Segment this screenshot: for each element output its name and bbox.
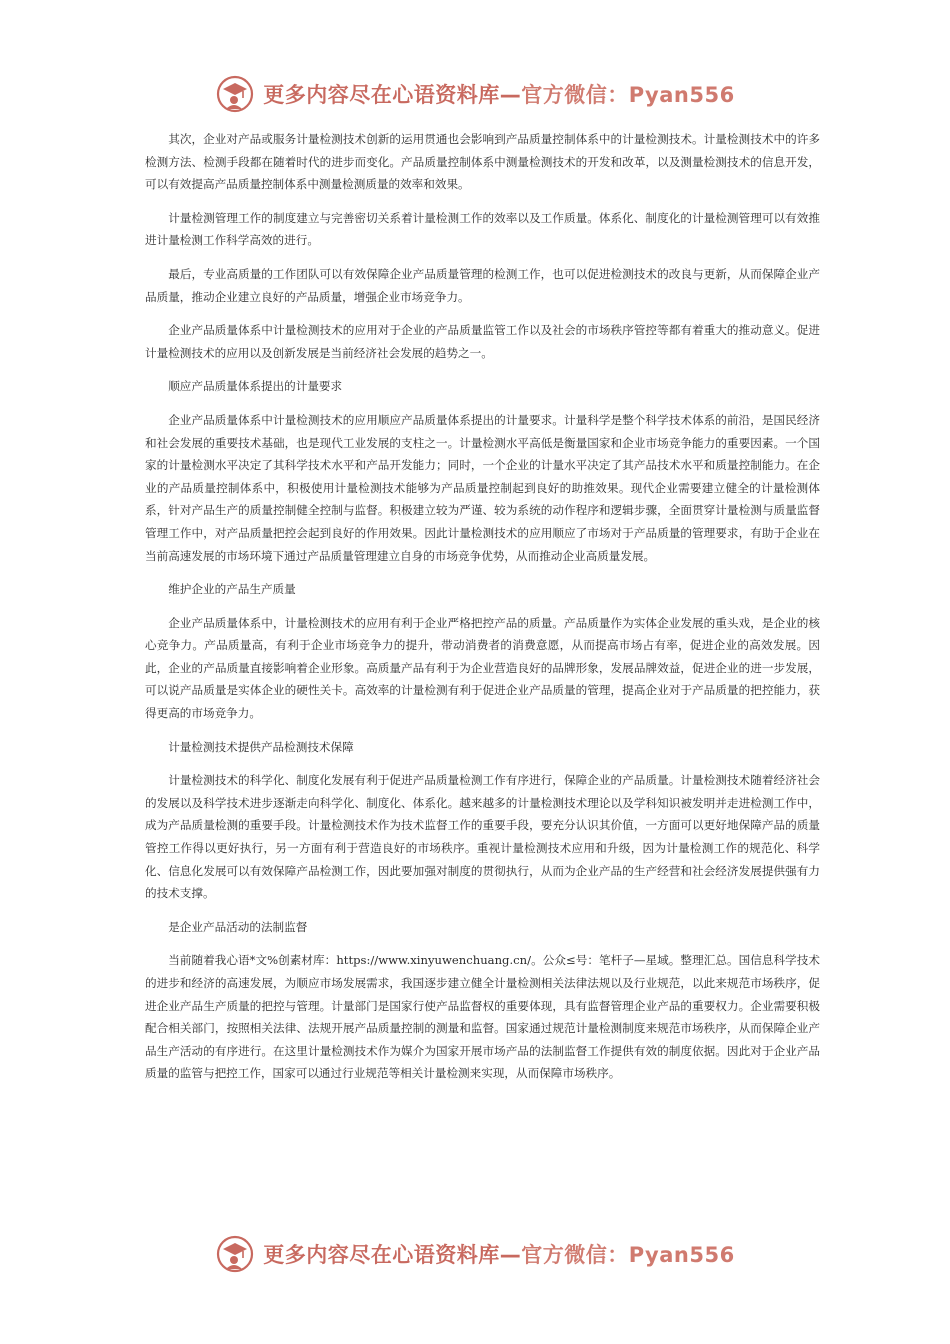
banner-text [263,79,734,109]
banner-wechat-id: Pyan556 [628,1243,735,1267]
header-banner [0,72,950,116]
banner-separator: — [499,1243,522,1267]
paragraph: 企业产品质量体系中计量检测技术的应用对于企业的产品质量监管工作以及社会的市场秩序管控等都有着重大的推动意义。促进计量检测技术的应用以及创新发展是当前经济社会发展的趋势之一。 [145,323,820,360]
banner-wechat-label: 官方微信： [521,1243,629,1267]
paragraph: 企业产品质量体系中，计量检测技术的应用有利于企业严格把控产品的质量。产品质量作为实体企业发展的重头戏，是企业的核心竞争力。产品质量高，有利于企业市场竞争力的提升，带动消费者的消费意愿，从而提高市场占有率，促进企业的高效发展。因此，企业的产品质量直接影响着企业形象。高质量产品有利于为企业营造良好的品牌形象，发展品牌效益，促进企业的进一步发展，可以说产品质量是实体企业的硬性关卡。高效率的计量检测有利于促进企业产品质量的管理，提高企业对于产品质量的把控能力，获得更高的市场竞争力。 [145,615,820,721]
section-heading: 顺应产品质量体系提出的计量要求 [168,379,343,394]
mortarboard-person-logo [215,1234,255,1274]
section-heading: 维护企业的产品生产质量 [168,582,296,597]
mortarboard-person-logo [215,74,255,114]
paragraph: 计量检测技术的科学化、制度化发展有利于促进产品质量检测工作有序进行，保障企业的产品质量。计量检测技术随着经济社会的发展以及科学技术进步逐渐走向科学化、制度化、体系化。越来越多的计量检测技术理论以及学科知识被发明并走进检测工作中，成为产品质量检测的重要手段。计量检测技术作为技术监督工作的重要手段，要充分认识其价值，一方面可以更好地保障产品的质量管控工作得以更好执行，另一方面有利于营造良好的市场秩序。重视计量检测技术应用和升级，因为计量检测工作的规范化、科学化、信息化发展可以有效保障产品检测工作，因此要加强对制度的贯彻执行，从而为企业产品的生产经营和社会经济发展提供强有力的技术支撑。 [145,773,820,901]
paragraph: 最后，专业高质量的工作团队可以有效保障企业产品质量管理的检测工作，也可以促进检测技术的改良与更新，从而保障企业产品质量，推动企业建立良好的产品质量，增强企业市场竞争力。 [145,266,820,304]
banner-text [263,1239,734,1269]
paragraph: 计量检测管理工作的制度建立与完善密切关系着计量检测工作的效率以及工作质量。体系化、制度化的计量检测管理可以有效推进计量检测工作科学高效的进行。 [145,210,820,248]
paragraph: 企业产品质量体系中计量检测技术的应用顺应产品质量体系提出的计量要求。计量科学是整个科学技术体系的前沿，是国民经济和社会发展的重要技术基础，也是现代工业发展的支柱之一。计量检测水平高低是衡量国家和企业市场竞争能力的重要因素。一个国家的计量检测水平决定了其科学技术水平和产品开发能力；同时，一个企业的计量水平决定了其产品技术水平和质量控制能力。在企业的产品质量控制体系中，积极使用计量检测技术能够为产品质量控制起到良好的助推效果。现代企业需要建立健全的计量检测体系，针对产品生产的质量控制健全控制与监督。积极建立较为严谨、较为系统的动作程序和逻辑步骤，全面贯穿计量检测与质量监督管理工作中，对产品质量把控会起到良好的作用效果。因此计量检测技术的应用顺应了市场对于产品质量的管理要求，有助于企业在当前高速发展的市场环境下通过产品质量管理建立自身的市场竞争优势，从而推动企业高质量发展。 [145,412,820,563]
document-body [145,128,820,1096]
paragraph: 其次，企业对产品或服务计量检测技术创新的运用贯通也会影响到产品质量控制体系中的计量检测技术。计量检测技术中的许多检测方法、检测手段都在随着时代的进步而变化。产品质量控制体系中测量检测技术的开发和改革，以及测量检测技术的信息开发，可以有效提高产品质量控制体系中测量检测质量的效率和效果。 [145,132,820,192]
banner-separator: — [499,83,522,107]
paragraph: 当前随着我心语*文%创素材库：https://www.xinyuwenchuang.cn/。公众≤号：笔杆子—星域。整理汇总。国信息科学技术的进步和经济的高速发展，为顺应市场发展需求，我国逐步建立健全计量检测相关法律法规以及行业规范，以此来规范市场秩序，促进企业产品生产质量的把控与管理。计量部门是国家行使产品监督权的重要体现，具有监督管理企业产品的重要权力。企业需要积极配合相关部门，按照相关法律、法规开展产品质量控制的测量和监督。国家通过规范计量检测制度来规范市场秩序，从而保障企业产品生产活动的有序进行。在这里计量检测技术作为媒介为国家开展市场产品的法制监督工作提供有效的制度依据。因此对于企业产品质量的监管与把控工作，国家可以通过行业规范等相关计量检测来实现，从而保障市场秩序。 [145,953,820,1081]
banner-main-text: 更多内容尽在心语资料库 [263,1243,500,1267]
footer-banner [0,1232,950,1276]
banner-main-text: 更多内容尽在心语资料库 [263,83,500,107]
section-heading: 是企业产品活动的法制监督 [168,919,308,934]
banner-wechat-id: Pyan556 [628,83,735,107]
banner-wechat-label: 官方微信： [521,83,629,107]
section-heading: 计量检测技术提供产品检测技术保障 [168,739,354,754]
